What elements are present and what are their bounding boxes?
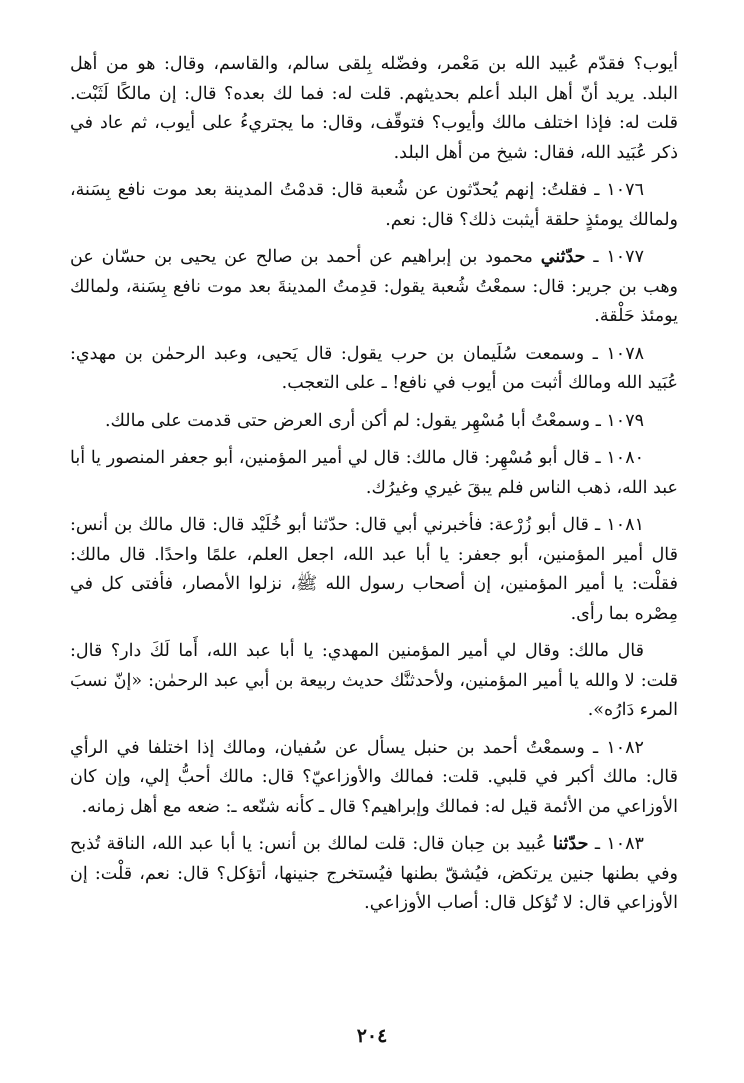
paragraph-1077 — [70, 243, 678, 332]
entry-number: ١٠٨٢ ـ — [593, 737, 644, 758]
page-number: ٢٠٤ — [356, 1025, 388, 1047]
paragraph-text: قال أبو زُرْعة: فأخبرني أبي قال: حدّثنا أبو خُلَيْد قال: قال مالك بن أنس: قال أمير المؤمنين، أبو جعفر: يا أبا عبد الله، اجعل العلم، علمًا واحدًا. قال مالك: فقلْت: يا أمير المؤمنين، إن أصحاب رسول الله ﷺ، نزلوا الأمصار، فأفتى كل في مِصْره بما رأى. — [70, 515, 678, 624]
narration-keyword: حدّثني — [540, 247, 586, 267]
paragraph-1079 — [70, 407, 678, 437]
entry-number: ١٠٧٦ ـ — [594, 180, 644, 200]
paragraph-text: وسمعْتُ أبا مُسْهِر يقول: لم أكن أرى العرض حتى قدمت على مالك. — [104, 410, 591, 431]
entry-number: ١٠٨٣ ـ — [594, 834, 644, 854]
paragraph-text: محمود بن إبراهيم عن أحمد بن صالح عن يحيى بن حسّان عن وهب بن جرير: قال: سمعْتُ شُعبة يقول: قدِمتُ المدينةَ بعد موت نافع بِسَنة، ولمالك يومئذ حَلْقة. — [70, 247, 678, 326]
paragraph-text: وسمعْتُ أحمد بن حنبل يسأل عن سُفيان، ومالك إذا اختلفا في الرأي قال: مالك أكبر في قلبي. قلت: فمالك والأوزاعيّ؟ قال: مالك أحبُّ إلي، وإن كان الأوزاعي من الأئمة قيل له: فمالك وإبراهيم؟ قال ـ كأنه شنّعه ـ: ضعه مع أهل زمانه. — [70, 737, 678, 817]
paragraph-continuation — [70, 50, 678, 168]
entry-number: ١٠٨١ ـ — [595, 515, 644, 535]
paragraph-1081 — [70, 511, 678, 629]
paragraph-1083 — [70, 830, 678, 919]
entry-number: ١٠٨٠ ـ — [595, 448, 644, 468]
page-body — [70, 50, 678, 919]
entry-number: ١٠٧٧ ـ — [593, 247, 644, 267]
paragraph-1076 — [70, 176, 678, 235]
paragraph-text: أيوب؟ فقدّم عُبيد الله بن مَعْمر، وفضّله بِلقى سالم، والقاسم، وقال: هو من أهل البلد. يريد أنّ أهل البلد أعلم بحديثهم. قلت له: فما لك بعده؟ قال: إن مالكًا لَثَبْت. قلت له: فإذا اختلف مالك وأيوب؟ فتوقّف، وقال: ما يجتريءُ على أيوب، ثم عاد في ذكر عُبَيد الله، فقال: شيخ من أهل البلد. — [70, 54, 678, 163]
paragraph-text: عُبيد بن حِبان قال: قلت لمالك بن أنس: يا أبا عبد الله، الناقة تُذبح وفي بطنها جنين يرتكض، فيُشقّ بطنها فيُستخرج جنينها، أتؤكل؟ قال: نعم، قلْت: إن الأوزاعي قال: لا تُؤكل قال: أصاب الأوزاعي. — [70, 834, 678, 913]
paragraph-text: فقلتُ: إنهم يُحدّثون عن شُعبة قال: قدمْتُ المدينة بعد موت نافع بِسَنة، ولمالك يومئذٍ حلقة أيثبت ذلك؟ قال: نعم. — [70, 180, 678, 230]
paragraph-1080 — [70, 444, 678, 503]
paragraph-1078 — [70, 340, 678, 399]
entry-number: ١٠٧٨ ـ — [592, 343, 644, 364]
paragraph-1081-continued — [70, 637, 678, 726]
paragraph-text: قال أبو مُسْهِر: قال مالك: قال لي أمير المؤمنين، أبو جعفر المنصور يا أبا عبد الله، ذهب الناس فلم يبقَ غيري وغيرُك. — [70, 448, 678, 498]
narration-keyword: حدّثنا — [552, 834, 589, 854]
paragraph-text: وسمعت سُلَيمان بن حرب يقول: قال يَحيى، وعبد الرحمٰن بن مهدي: عُبَيد الله ومالك أثبت من أيوب في نافع! ـ على التعجب. — [70, 343, 678, 393]
paragraph-1082 — [70, 734, 678, 823]
entry-number: ١٠٧٩ ـ — [595, 410, 644, 431]
paragraph-text: قال مالك: وقال لي أمير المؤمنين المهدي: يا أبا عبد الله، أَما لَكَ دار؟ قال: قلت: لا والله يا أمير المؤمنين، ولأحدثنَّك حديث ربيعة بن أبي عبد الرحمٰن: «إنّ نسبَ المرء دَارُه». — [70, 641, 678, 720]
